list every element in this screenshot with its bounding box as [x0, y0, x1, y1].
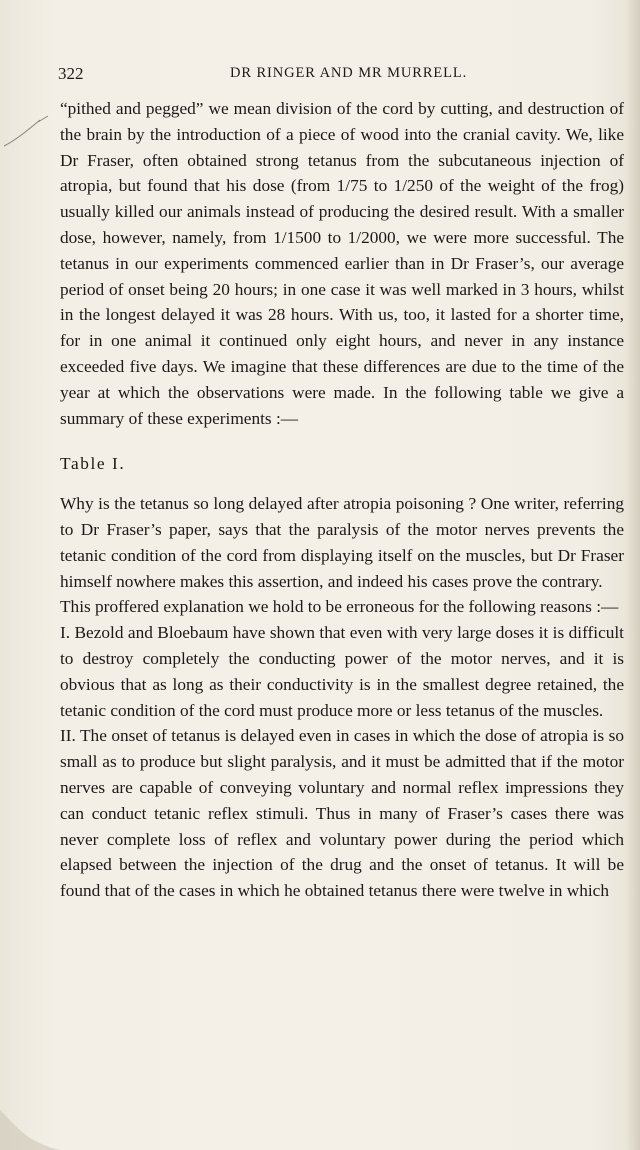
- page-header: [58, 64, 582, 90]
- paragraph-5: II. The onset of tetanus is delayed even in cases in which the dose of atropia is so small as to produce but slight paralysis, and it must be admitted that if the motor nerves are capable of conveying voluntary and normal reflex impressions they can conduct tetanic reflex stimuli. Thus in many of Fraser’s cases there was never complete loss of reflex and voluntary power during the period which elapsed between the injection of the drug and the onset of tetanus. It will be found that of the cases in which he obtained tetanus there were twelve in which: [60, 726, 624, 901]
- paragraph-4: I. Bezold and Bloebaum have shown that even with very large doses it is difficult to destroy completely the conducting power of the motor nerves, and it is obvious that as long as their conductivity is in the smallest degree retained, the tetanic condition of the cord must produce more or less tetanus of the muscles.: [60, 623, 624, 720]
- paragraph-2: Why is the tetanus so long delayed after atropia poisoning ? One writer, referring to Dr Fraser’s paper, says that the paralysis of the motor nerves prevents the tetanic condition of the cord from displaying itself on the muscles, but Dr Fraser himself nowhere makes this assertion, and indeed his cases prove the contrary.: [60, 494, 624, 591]
- corner-smudge: [0, 1080, 60, 1150]
- body-text: [60, 96, 624, 904]
- paragraph-1: “pithed and pegged” we mean division of the cord by cutting, and destruction of the brain by the introduction of a piece of wood into the cranial cavity. We, like Dr Fraser, often obtained strong tetanus from the subcutaneous injection of atropia, but found that his dose (from 1/75 to 1/250 of the weight of the frog) usually killed our animals instead of producing the desired result. With a smaller dose, however, namely, from 1/1500 to 1/2000, we were more successful. The tetanus in our experiments commenced earlier than in Dr Fraser’s, our average period of onset being 20 hours; in one case it was well marked in 3 hours, whilst in the longest delayed it was 28 hours. With us, too, it lasted for a shorter time, for in one animal it continued only eight hours, and never in any instance exceeded five days. We imagine that these differences are due to the time of the year at which the observations were made. In the following table we give a summary of these experiments :—: [60, 99, 624, 428]
- page-edge-shadow: [626, 0, 640, 1150]
- paragraph-3: This proffered explanation we hold to be erroneous for the following reasons :—: [60, 597, 619, 617]
- running-head: DR RINGER AND MR MURRELL.: [230, 65, 468, 81]
- table-heading: Table I.: [60, 454, 126, 474]
- page-number: 322: [58, 64, 84, 83]
- pencil-mark-icon: [2, 110, 52, 150]
